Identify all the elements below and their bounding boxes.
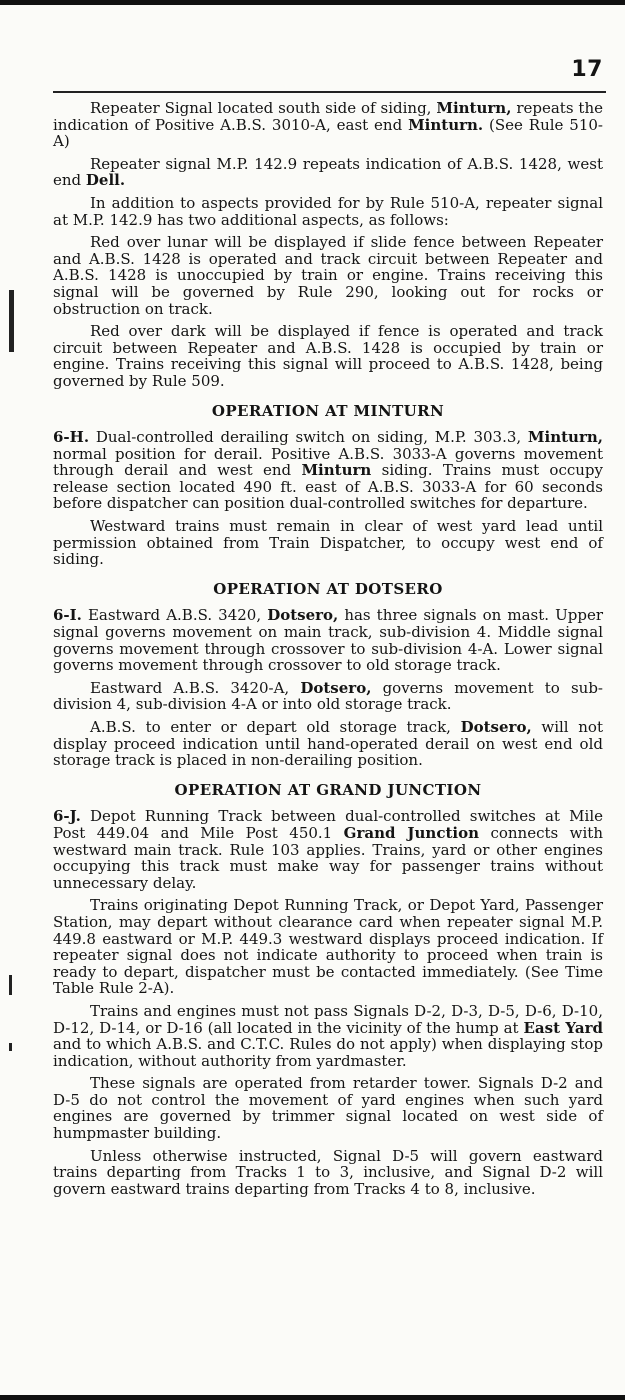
text-run: Depot Running Track between dual-controlled switches at Mile Post 449.04 and Mile Post 450.1	[53, 807, 603, 842]
margin-change-mark	[9, 290, 14, 352]
text-run: has three signals on mast. Upper signal governs movement on main track, sub-division 4. Middle signal governs movement through crossover to sub-division 4-A. Lower signal governs movement through crossover to old storage track.	[53, 606, 603, 675]
bold-text: Dotsero,	[300, 678, 372, 697]
text-run: siding. Trains must occupy release section located 490 ft. east of A.B.S. 3033-A for 60 seconds before dispatcher can position dual-controlled switches for departure.	[53, 461, 603, 513]
bold-text: 6-H.	[53, 428, 90, 447]
bold-text: East Yard	[523, 1018, 604, 1037]
section-heading: OPERATION AT GRAND JUNCTION	[174, 780, 482, 799]
header-rule	[53, 91, 606, 93]
bold-text: Dell.	[85, 171, 126, 190]
text-run: These signals are operated from retarder tower. Signals D-2 and D-5 do not control the movement of yard engines when such yard engines are governed by trimmer signal located on west side of humpmaster building.	[53, 1074, 603, 1143]
bold-text: Dotsero,	[460, 718, 532, 736]
text-run: Red over dark will be displayed if fence is operated and track circuit between Repeater and A.B.S. 1428 is occupied by train or engine. Trains receiving this signal will proceed to A.B.S. 1428, being governed by Rule 509.	[53, 322, 603, 390]
paragraph	[53, 808, 603, 891]
page-number: 17	[571, 57, 603, 82]
paragraph	[53, 607, 603, 673]
bold-text: Minturn	[301, 461, 372, 480]
paragraph	[53, 156, 603, 189]
text-run: governs movement to sub-division 4, sub-division 4-A or into old storage track.	[53, 678, 603, 714]
text-run: will not display proceed indication until hand-operated derail on west end old storage track is placed in non-derailing position.	[53, 718, 603, 770]
top-border	[0, 0, 625, 5]
text-run: (See Rule 510-A)	[53, 115, 604, 151]
text-run: A.B.S. to enter or depart old storage track,	[90, 718, 461, 736]
paragraph	[53, 429, 603, 512]
paragraph	[53, 719, 603, 769]
text-run: Eastward A.B.S. 3420,	[81, 606, 268, 625]
text-run: Red over lunar will be displayed if slide fence between Repeater and A.B.S. 1428 is operated and track circuit between Repeater and A.B.S. 1428 is unoccupied by train or engine. Trains receiving this signal will be governed by Rule 290, looking out for rocks or obstruction on track.	[53, 233, 603, 318]
text-run: Eastward A.B.S. 3420-A,	[90, 678, 301, 697]
section-heading: OPERATION AT DOTSERO	[213, 579, 443, 598]
paragraph	[53, 518, 603, 568]
bold-text: Grand Junction	[343, 823, 479, 842]
paragraph	[53, 1148, 603, 1198]
bold-text: Minturn.	[408, 115, 484, 134]
text-run: Repeater signal M.P. 142.9 repeats indication of A.B.S. 1428, west end	[53, 154, 603, 190]
paragraph	[53, 897, 603, 997]
text-run: connects with westward main track. Rule 103 applies. Trains, yard or other engines occupying this track must make way for passenger trains without unnecessary delay.	[53, 823, 603, 892]
text-run: Trains originating Depot Running Track, or Depot Yard, Passenger Station, may depart without clearance card when repeater signal M.P. 449.8 eastward or M.P. 449.3 westward displays proceed indication. If repeater signal does not indicate authority to proceed when train is ready to depart, dispatcher must be contacted immediately. (See Time Table Rule 2-A).	[53, 896, 603, 998]
section-heading: OPERATION AT MINTURN	[211, 401, 445, 420]
paragraph	[53, 680, 603, 713]
bold-text: Minturn,	[527, 428, 603, 447]
bold-text: Minturn,	[436, 99, 512, 117]
text-run: repeats the indication of Positive A.B.S. 3010-A, east end	[53, 99, 603, 134]
text-run: Dual-controlled derailing switch on siding, M.P. 303.3,	[89, 428, 528, 447]
bold-text: 6-J.	[53, 807, 81, 826]
text-run: and to which A.B.S. and C.T.C. Rules do not apply) when displaying stop indication, without authority from yardmaster.	[53, 1035, 603, 1070]
document-body	[53, 100, 603, 1203]
bold-text: Dotsero,	[267, 606, 339, 625]
paragraph	[53, 1003, 603, 1069]
text-run: Repeater Signal located south side of siding,	[90, 99, 437, 117]
text-run: normal position for derail. Positive A.B.S. 3033-A governs movement through derail and west end	[53, 444, 603, 480]
margin-change-mark	[9, 975, 12, 995]
paragraph	[53, 234, 603, 317]
bold-text: 6-I.	[53, 606, 82, 625]
text-run: Westward trains must remain in clear of west yard lead until permission obtained from Train Dispatcher, to occupy west end of siding.	[53, 517, 603, 569]
paragraph	[53, 100, 603, 150]
bottom-border	[0, 1395, 625, 1400]
paragraph	[53, 323, 603, 389]
text-run: Unless otherwise instructed, Signal D-5 will govern eastward trains departing from Tracks 1 to 3, inclusive, and Signal D-2 will govern eastward trains departing from Tracks 4 to 8, inclusive.	[53, 1146, 603, 1198]
margin-change-mark	[9, 1043, 12, 1051]
text-run: In addition to aspects provided for by Rule 510-A, repeater signal at M.P. 142.9 has two additional aspects, as follows:	[53, 193, 603, 229]
paragraph	[53, 1075, 603, 1141]
paragraph	[53, 195, 603, 228]
text-run: Trains and engines must not pass Signals D-2, D-3, D-5, D-6, D-10, D-12, D-14, or D-16 (all located in the vicinity of the hump at	[53, 1001, 603, 1037]
